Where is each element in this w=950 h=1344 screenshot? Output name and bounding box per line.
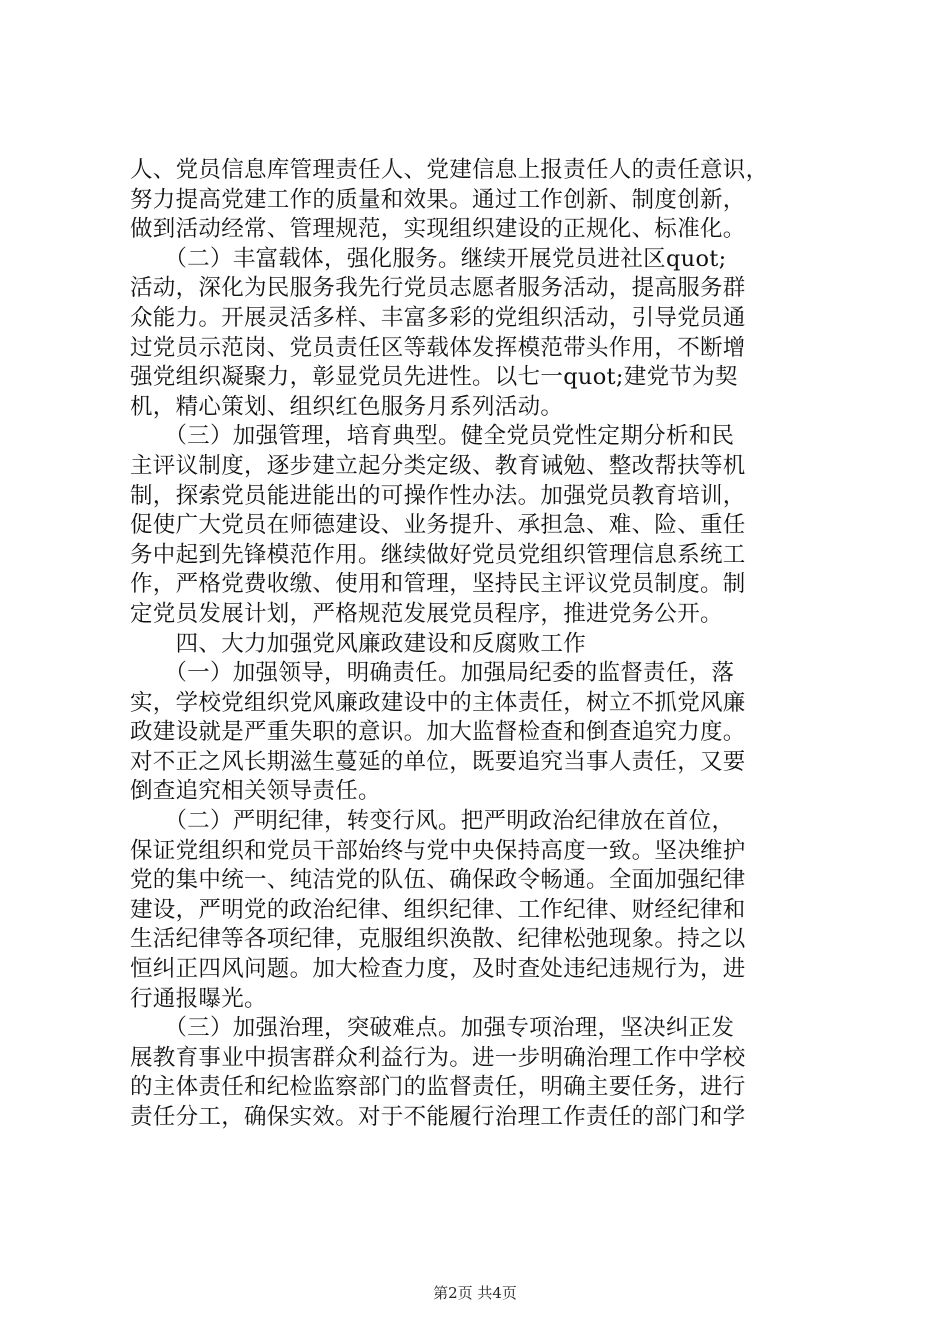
text-line: 活动，深化为民服务我先行党员志愿者服务活动，提高服务群 [130,275,746,302]
text-line: 的主体责任和纪检监察部门的监督责任，明确主要任务，进行 [130,1074,746,1101]
text-line: 展教育事业中损害群众利益行为。进一步明确治理工作中学校 [130,1044,746,1071]
text-line: 生活纪律等各项纪律，克服组织涣散、纪律松弛现象。持之以 [130,926,746,953]
text-line: 机，精心策划、组织红色服务月系列活动。 [130,393,564,420]
text-line: （三）加强治理，突破难点。加强专项治理，坚决纠正发 [130,1015,735,1042]
text-line: 责任分工，确保实效。对于不能履行治理工作责任的部门和学 [130,1104,746,1130]
text-line: 做到活动经常、管理规范，实现组织建设的正规化、标准化。 [130,216,746,243]
text-line: 行通报曝光。 [130,985,267,1012]
text-line: 作，严格党费收缴、使用和管理，坚持民主评议党员制度。制 [130,571,746,598]
text-line: 对不正之风长期滋生蔓延的单位，既要追究当事人责任，又要 [130,748,746,775]
text-line: 倒查追究相关领导责任。 [130,778,381,805]
text-line: 党的集中统一、纯洁党的队伍、确保政令畅通。全面加强纪律 [130,867,746,894]
text-line: 促使广大党员在师德建设、业务提升、承担急、难、险、重任 [130,512,746,539]
text-line: （三）加强管理，培育典型。健全党员党性定期分析和民 [130,423,735,450]
text-line: 建设，严明党的政治纪律、组织纪律、工作纪律、财经纪律和 [130,896,746,923]
text-line: 定党员发展计划，严格规范发展党员程序，推进党务公开。 [130,600,723,627]
text-line: （二）严明纪律，转变行风。把严明政治纪律放在首位， [130,808,735,835]
text-line: 四、大力加强党风廉政建设和反腐败工作 [130,630,587,657]
text-line: 政建设就是严重失职的意识。加大监督检查和倒查追究力度。 [130,719,746,746]
text-line: 强党组织凝聚力，彰显党员先进性。以七一quot;建党节为契 [130,364,738,391]
text-line: 众能力。开展灵活多样、丰富多彩的党组织活动，引导党员通 [130,304,746,331]
text-line: 努力提高党建工作的质量和效果。通过工作创新、制度创新， [130,186,746,213]
text-line: 恒纠正四风问题。加大检查力度，及时查处违纪违规行为，进 [130,956,746,983]
text-line: 实，学校党组织党风廉政建设中的主体责任，树立不抓党风廉 [130,689,746,716]
text-line: 务中起到先锋模范作用。继续做好党员党组织管理信息系统工 [130,541,746,568]
text-line: 过党员示范岗、党员责任区等载体发挥模范带头作用，不断增 [130,334,746,361]
text-line: 主评议制度，逐步建立起分类定级、教育诫勉、整改帮扶等机 [130,452,746,479]
body-text [130,156,830,1133]
text-line: 保证党组织和党员干部始终与党中央保持高度一致。坚决维护 [130,837,746,864]
text-line: 人、党员信息库管理责任人、党建信息上报责任人的责任意识， [130,157,769,183]
text-line: （二）丰富载体，强化服务。继续开展党员进社区quot; [130,245,727,272]
text-line: 制，探索党员能进能出的可操作性办法。加强党员教育培训， [130,482,746,509]
text-line: （一）加强领导，明确责任。加强局纪委的监督责任，落 [130,660,735,687]
page-footer: 第2页 共4页 [433,1284,517,1302]
